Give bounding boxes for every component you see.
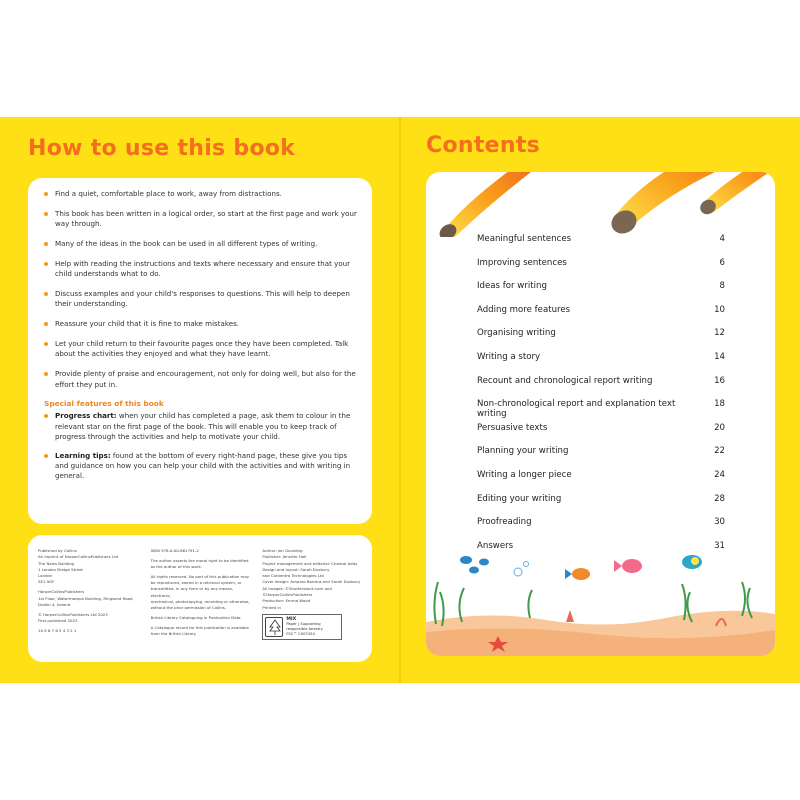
imprint-paragraph: A Catalogue record for this publication is available from the British Library. xyxy=(150,624,249,637)
contents-entry-page: 14 xyxy=(714,351,725,362)
contents-entry xyxy=(477,470,725,494)
contents-entry-page: 24 xyxy=(714,469,725,480)
imprint-paragraph: Published by Collins An imprint of HarperCollinsPublishers Ltd The News Building 1 London Bridge Street London SE1 9GF xyxy=(38,548,119,585)
contents-entry-title: Planning your writing xyxy=(477,446,569,457)
contents-entry-title: Recount and chronological report writing xyxy=(477,375,653,386)
contents-list xyxy=(477,234,725,564)
contents-entry-title: Organising writing xyxy=(477,328,556,339)
contents-card xyxy=(426,172,775,656)
tip-item xyxy=(44,369,358,390)
contents-entry-page: 28 xyxy=(714,493,725,504)
page-title-how-to-use: How to use this book xyxy=(28,136,296,161)
special-feature-text: found at the bottom of every right-hand page, these give you tips and guidance on how you can help your child with the activities and with writing in general. xyxy=(55,450,351,481)
fsc-tree-icon xyxy=(265,617,283,637)
contents-entry-page: 18 xyxy=(714,399,725,410)
fsc-mix-label: MIX xyxy=(286,617,297,623)
imprint-column-rights xyxy=(151,548,253,641)
how-to-use-card xyxy=(28,178,372,524)
tip-item xyxy=(44,259,358,280)
contents-entry-page: 10 xyxy=(714,304,725,315)
contents-entry-page: 8 xyxy=(719,281,725,292)
bullet-dot-icon xyxy=(44,322,48,326)
special-feature-item xyxy=(44,411,358,442)
special-feature-term: Learning tips: xyxy=(55,450,111,460)
imprint-column-credits xyxy=(262,548,362,641)
contents-entry xyxy=(477,446,725,470)
special-feature-term: Progress chart: xyxy=(55,411,117,421)
contents-entry-title: Writing a longer piece xyxy=(477,469,572,480)
contents-entry-title: Meaningful sentences xyxy=(477,234,572,244)
fsc-mark xyxy=(262,614,342,640)
contents-entry-title: Answers xyxy=(477,540,514,551)
contents-entry-page: 20 xyxy=(714,422,725,433)
imprint-paragraph: ISBN 978-0-00-861791-2 xyxy=(150,548,199,553)
special-features-list xyxy=(44,411,358,481)
meteors-illustration xyxy=(426,172,775,237)
tip-text: Help with reading the instructions and texts where necessary and ensure that your child understands what to do. xyxy=(55,258,351,279)
contents-entry-page: 31 xyxy=(714,540,725,551)
seabed-illustration xyxy=(426,552,775,656)
special-features-heading: Special features of this book xyxy=(44,399,164,409)
tip-item xyxy=(44,319,358,329)
tip-item xyxy=(44,209,358,230)
special-feature-item xyxy=(44,451,358,482)
book-spread xyxy=(0,117,800,683)
contents-entry-page: 4 xyxy=(719,234,725,244)
tip-item xyxy=(44,289,358,310)
contents-entry xyxy=(477,258,725,282)
bullet-dot-icon xyxy=(44,262,48,266)
contents-entry-title: Ideas for writing xyxy=(477,281,547,292)
contents-entry xyxy=(477,328,725,352)
tip-item xyxy=(44,239,358,249)
contents-entry xyxy=(477,517,725,541)
contents-entry xyxy=(477,352,725,376)
contents-entry xyxy=(477,423,725,447)
contents-entry xyxy=(477,494,725,518)
fsc-code: FSC™ C007454 xyxy=(286,632,315,637)
contents-entry-page: 16 xyxy=(714,375,725,386)
imprint-paragraph: The author asserts the moral right to be identified as the author of this work. xyxy=(150,557,249,570)
imprint-column-publisher xyxy=(38,548,141,641)
contents-entry-page: 30 xyxy=(714,517,725,528)
special-feature-text: when your child has completed a page, ask them to colour in the relevant star on the first page of the book. This will enable you to keep track of progress through the activities and help to motivate your child. xyxy=(55,411,351,442)
contents-entry-title: Improving sentences xyxy=(477,257,567,268)
contents-entry-page: 12 xyxy=(714,328,725,339)
bullet-dot-icon xyxy=(44,414,48,418)
imprint-paragraph: HarperCollinsPublishers 1st Floor, Watermarque Building, Ringsend Road, Dublin 4, Ireland xyxy=(38,589,134,607)
bullet-dot-icon xyxy=(44,454,48,458)
imprint-paragraph: © HarperCollinsPublishers Ltd 2023 First published 2023 xyxy=(38,611,108,623)
tip-text: This book has been written in a logical order, so start at the first page and work your way through. xyxy=(55,208,357,229)
imprint-paragraph: Author: Jon Goulding Publisher: Jennifer Hall Project management and editorial: Chantal Addy Design and layout: Sarah Duxbury and Contentra Technologies Ltd Cover design: Amparo Barrera and Sarah Duxbury All images: ©Shutterstock.com and ©HarperCollinsPublishers Production: Emma Wood Printed in xyxy=(262,548,361,610)
contents-entry xyxy=(477,399,725,423)
imprint-paragraph: 10 9 8 7 6 5 4 3 2 1 xyxy=(38,627,77,633)
imprint-paragraph: All rights reserved. No part of this publication may be reproduced, stored in a retrieval system, or transmitted, in any form or by any means, electronic, mechanical, photocopying, recording or otherwise, without the prior permission of Collins. xyxy=(150,573,250,611)
bullet-dot-icon xyxy=(44,342,48,346)
contents-entry-title: Editing your writing xyxy=(477,493,562,504)
contents-entry xyxy=(477,376,725,400)
tip-item xyxy=(44,339,358,360)
tip-text: Provide plenty of praise and encouragement, not only for doing well, but also for the effort they put in. xyxy=(55,369,356,389)
fsc-line2: responsible forestry xyxy=(286,627,323,632)
contents-entry xyxy=(477,234,725,258)
bullet-dot-icon xyxy=(44,292,48,296)
imprint-card xyxy=(28,535,372,662)
bullet-dot-icon xyxy=(44,192,48,196)
bullet-dot-icon xyxy=(44,372,48,376)
bullet-dot-icon xyxy=(44,212,48,216)
page-gutter xyxy=(399,117,401,683)
imprint-paragraph: British Library Cataloguing in Publication Data xyxy=(150,615,241,621)
tip-text: Many of the ideas in the book can be used in all different types of writing. xyxy=(55,239,318,248)
tip-text: Discuss examples and your child's responses to questions. This will help to deepen their understanding. xyxy=(55,289,350,309)
contents-entry xyxy=(477,281,725,305)
contents-entry-page: 22 xyxy=(714,446,725,457)
fsc-line1: Paper | Supporting xyxy=(286,622,321,627)
tip-text: Reassure your child that it is fine to make mistakes. xyxy=(55,319,240,329)
tip-item xyxy=(44,189,358,199)
contents-entry xyxy=(477,305,725,329)
contents-entry-title: Writing a story xyxy=(477,351,541,362)
contents-entry-page: 6 xyxy=(719,257,725,268)
contents-entry-title: Persuasive texts xyxy=(477,422,548,433)
contents-entry-title: Proofreading xyxy=(477,517,532,528)
tip-text: Let your child return to their favourite pages once they have been completed. Talk about the activities they enjoyed and what they have learnt. xyxy=(55,339,349,359)
tips-list xyxy=(44,189,358,390)
contents-entry-title: Adding more features xyxy=(477,304,571,315)
tip-text: Find a quiet, comfortable place to work, away from distractions. xyxy=(55,189,282,198)
bullet-dot-icon xyxy=(44,242,48,246)
page-title-contents: Contents xyxy=(426,133,541,158)
contents-entry-title: Non-chronological report and explanation text writing xyxy=(477,399,676,420)
